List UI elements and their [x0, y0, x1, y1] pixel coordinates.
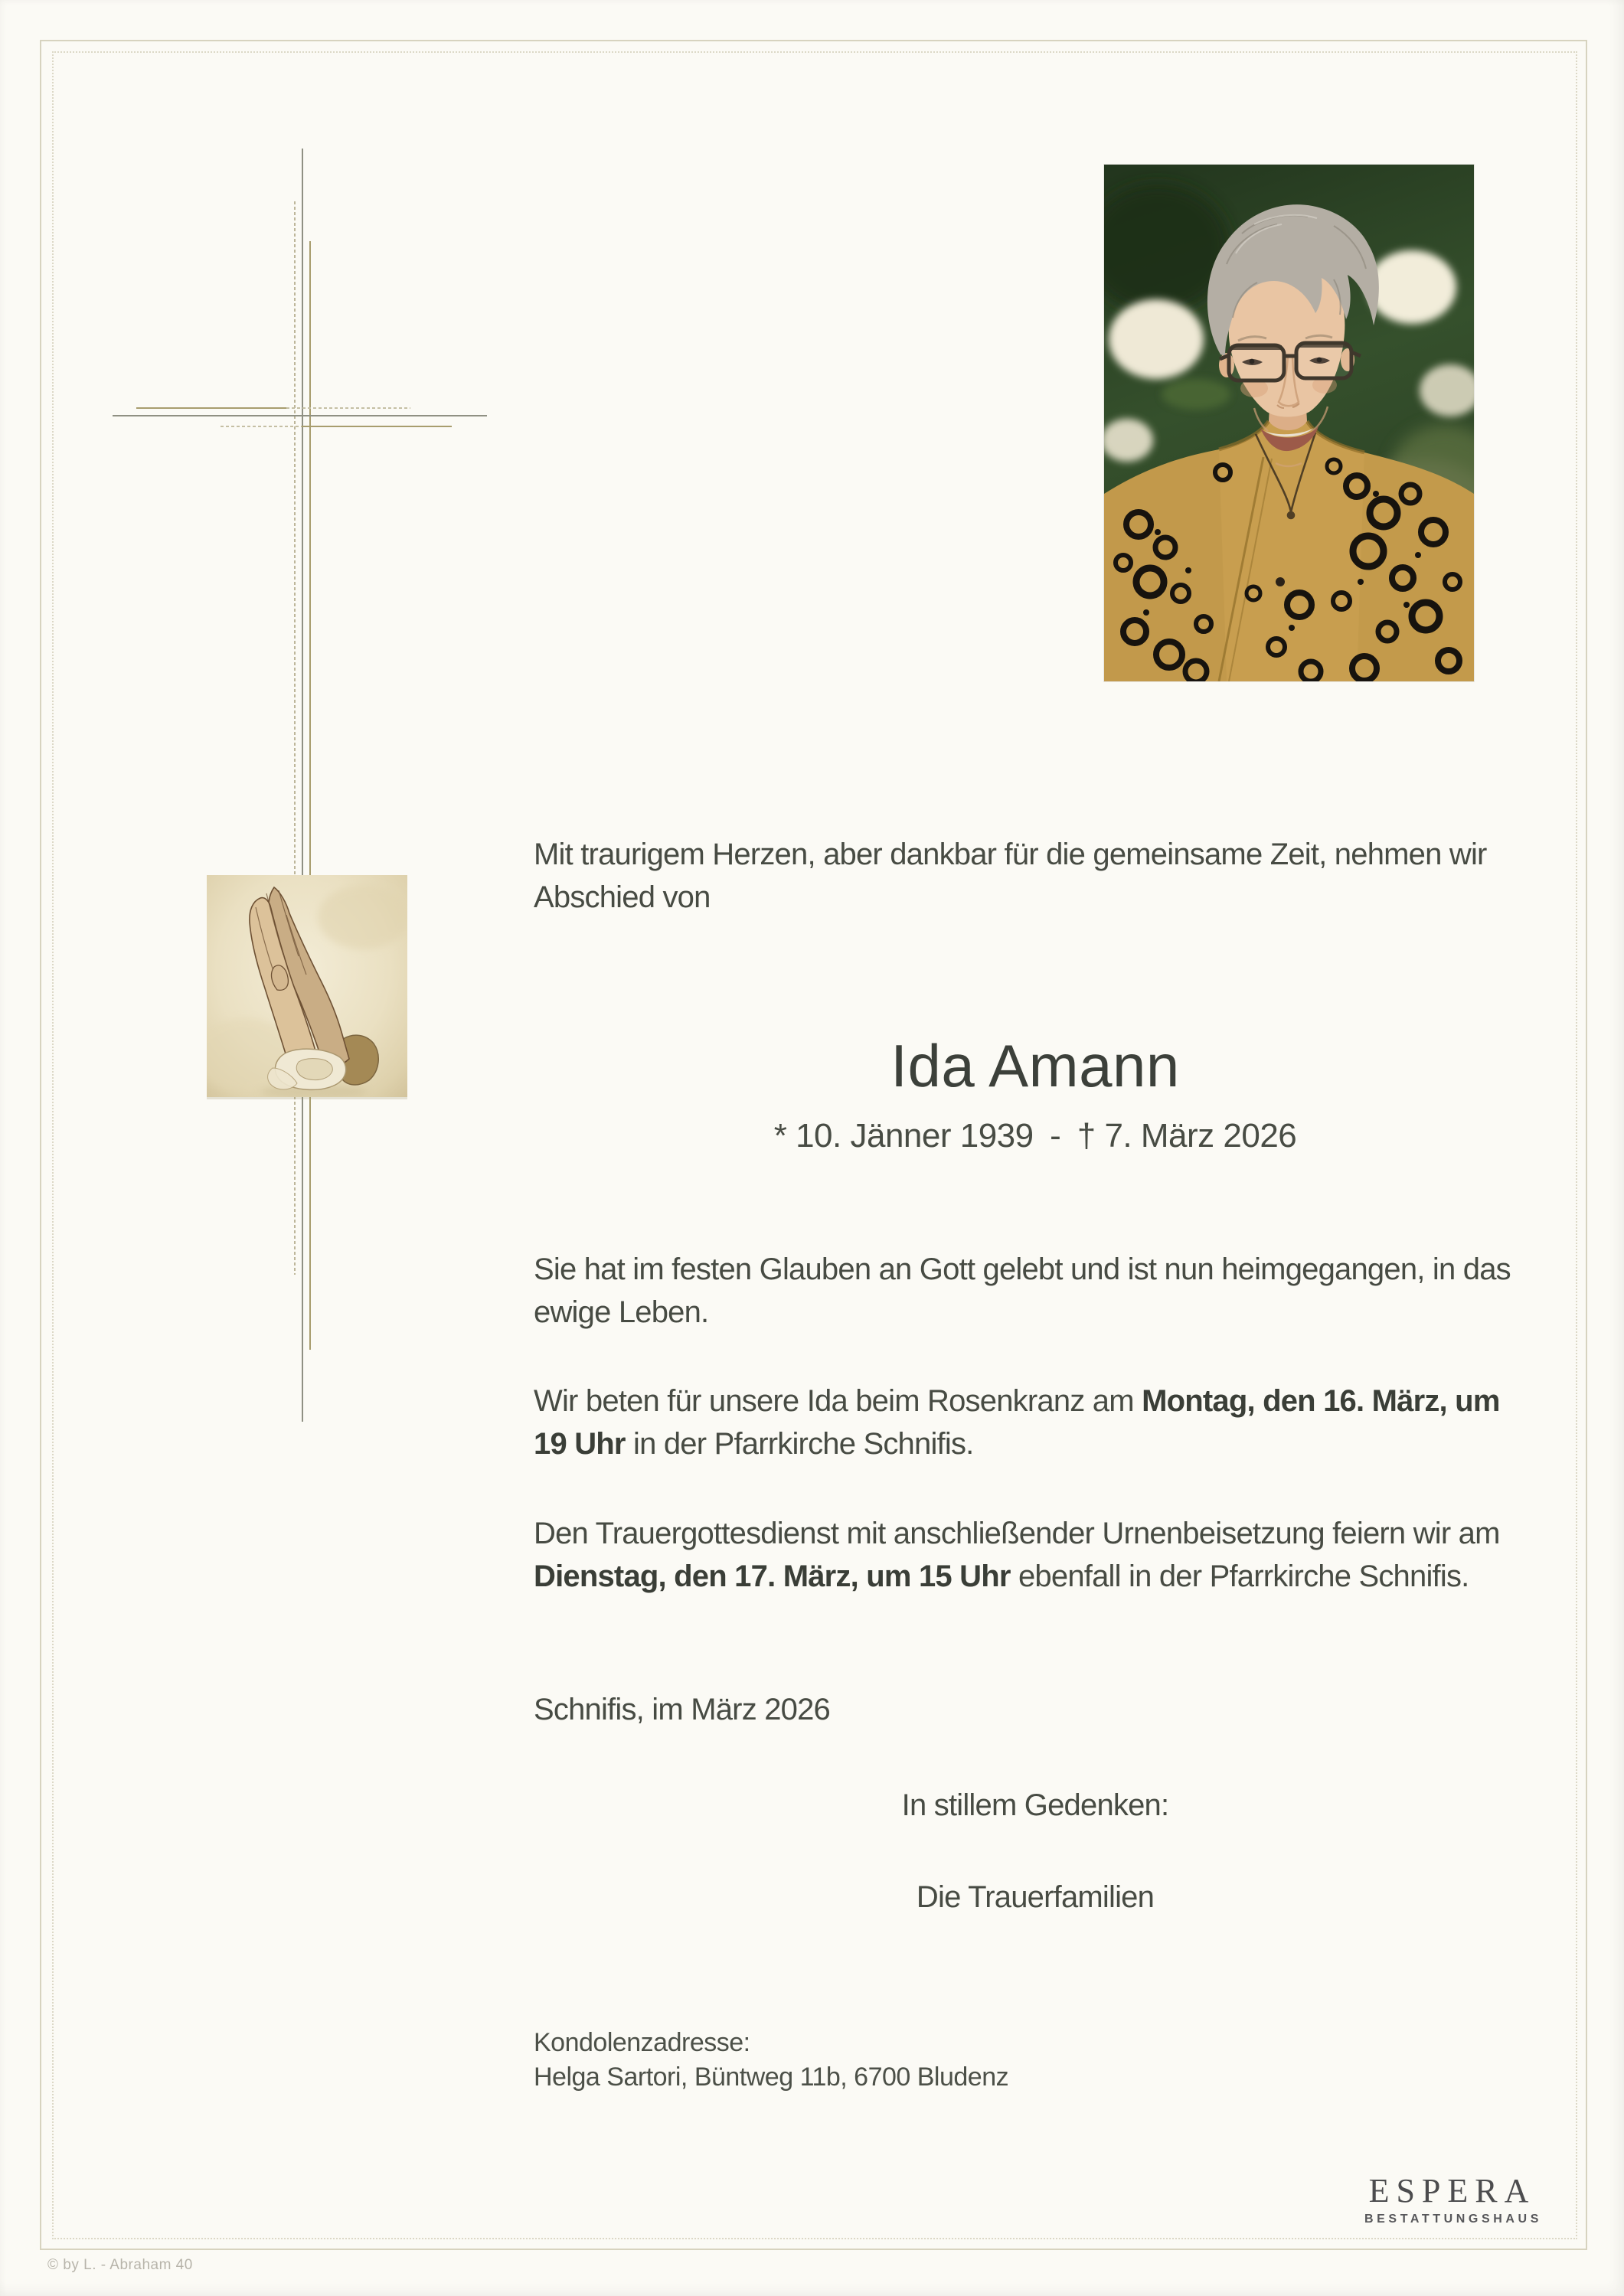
cross-line-horizontal-lower	[302, 426, 452, 427]
praying-hands-illustration	[207, 875, 407, 1097]
place-and-date: Schnifis, im März 2026	[534, 1693, 830, 1726]
portrait-photo	[1104, 165, 1474, 681]
funeral-home-subtitle: BESTATTUNGSHAUS	[1364, 2213, 1542, 2226]
copyright-note: © by L. - Abraham 40	[47, 2257, 193, 2273]
cross-line-horizontal-lower-dotted	[221, 426, 302, 427]
funeral-home-brand: ESPERA	[1368, 2172, 1536, 2209]
paragraph-faith: Sie hat im festen Glauben an Gott gelebt und ist nun heimgegangen, in das ewige Leben.	[534, 1253, 1511, 1329]
mourning-families-line: Die Trauerfamilien	[916, 1880, 1155, 1914]
condolence-address: Helga Sartori, Büntweg 11b, 6700 Bludenz	[534, 2062, 1009, 2092]
condolence-block	[534, 2026, 1537, 2095]
funeral-home-logo	[1364, 2172, 1542, 2227]
cross-line-vertical-main	[302, 149, 303, 1422]
remembrance-line: In stillem Gedenken:	[901, 1788, 1169, 1822]
condolence-label: Kondolenzadresse:	[534, 2028, 750, 2057]
life-dates: * 10. Jänner 1939 - † 7. März 2026	[773, 1117, 1297, 1155]
cross-line-horizontal-upper-dotted	[286, 407, 410, 409]
paragraph-rosary: Wir beten für unsere Ida beim Rosenkranz am Montag, den 16. März, um 19 Uhr in der Pfarrkirche Schnifis.	[534, 1384, 1500, 1461]
portrait-photo-image	[1104, 165, 1474, 681]
paragraph-funeral-service: Den Trauergottesdienst mit anschließender Urnenbeisetzung feiern wir am Dienstag, den 17. März, um 15 Uhr ebenfall in der Pfarrkirche Schnifis.	[534, 1517, 1500, 1593]
praying-hands-icon	[207, 875, 407, 1097]
cross-line-horizontal-main	[113, 415, 487, 416]
cross-line-horizontal-upper	[136, 407, 286, 409]
cross-line-vertical-left	[294, 201, 296, 1275]
intro-text: Mit traurigem Herzen, aber dankbar für die gemeinsame Zeit, nehmen wir Abschied von	[534, 838, 1487, 914]
deceased-name: Ida Amann	[890, 1032, 1180, 1099]
